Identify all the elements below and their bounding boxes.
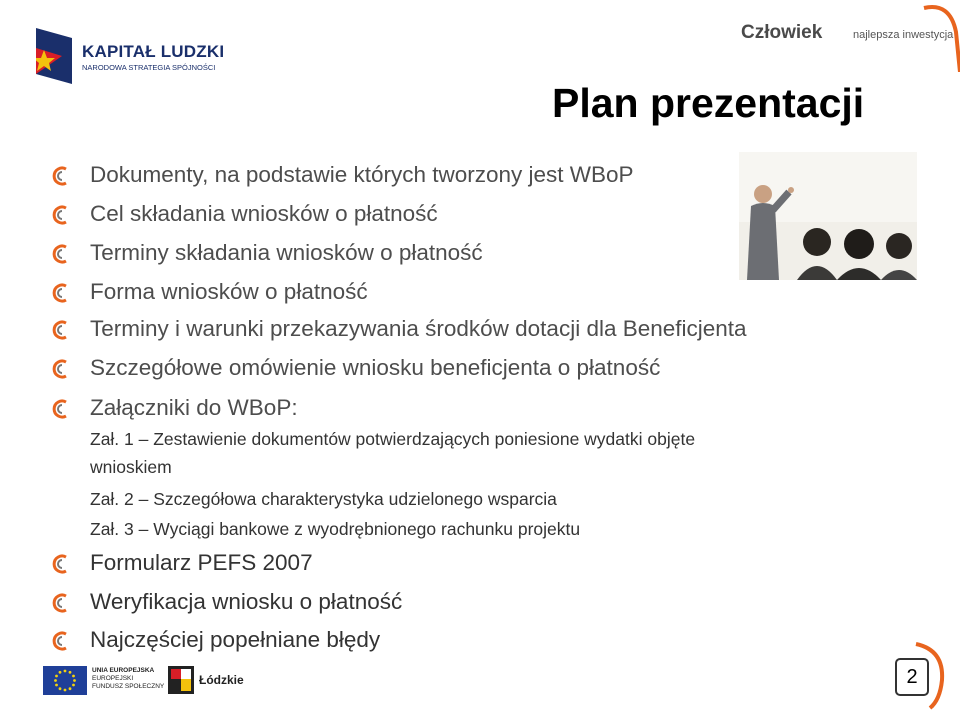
- list-item-label: Najczęściej popełniane błędy: [90, 627, 381, 652]
- crescent-bullet-icon: [52, 320, 72, 340]
- crescent-bullet-icon: [52, 244, 72, 264]
- list-item-label: Cel składania wniosków o płatność: [90, 201, 438, 226]
- list-item-label: Dokumenty, na podstawie których tworzony jest WBoP: [90, 162, 634, 187]
- attachment-item: Zał. 3 – Wyciągi bankowe z wyodrębnionego rachunku projektu: [90, 519, 581, 539]
- czlowiek-name: Człowiek: [741, 22, 823, 43]
- list-item-label: Weryfikacja wniosku o płatność: [90, 589, 403, 614]
- attachment-item: Zał. 2 – Szczegółowa charakterystyka udzielonego wsparcia: [90, 489, 557, 509]
- page-number: 2: [895, 658, 929, 696]
- list-item-label: Załączniki do WBoP:: [90, 395, 298, 420]
- crescent-bullet-icon: [52, 283, 72, 303]
- attachment-item-continuation: wnioskiem: [90, 457, 172, 477]
- crescent-bullet-icon: [52, 166, 72, 186]
- crescent-bullet-icon: [52, 205, 72, 225]
- kapital-ludzki-subtitle: NARODOWA STRATEGIA SPÓJNOŚCI: [82, 63, 216, 72]
- attachment-item: Zał. 1 – Zestawienie dokumentów potwierdzających poniesione wydatki objęte: [90, 429, 696, 449]
- eu-text: [92, 667, 164, 691]
- corner-arc-icon: [912, 640, 952, 710]
- eu-text-line: UNIA EUROPEJSKA: [92, 667, 155, 674]
- czlowiek-arc-icon: [920, 2, 960, 72]
- kapital-ludzki-flag-icon: [36, 28, 72, 84]
- lodzkie-logo-icon: [168, 666, 194, 694]
- czlowiek-logo: [741, 20, 960, 70]
- crescent-bullet-icon: [52, 554, 72, 574]
- eu-text-line: EUROPEJSKI: [92, 675, 134, 682]
- kapital-ludzki-logo: [36, 28, 226, 88]
- slide-title: Plan prezentacji: [552, 80, 865, 126]
- lodzkie-label: Łódzkie: [199, 673, 244, 687]
- list-item-label: Terminy składania wniosków o płatność: [90, 240, 483, 265]
- list-item-label: Forma wniosków o płatność: [90, 279, 368, 304]
- crescent-bullet-icon: [52, 399, 72, 419]
- list-item-label: Szczegółowe omówienie wniosku beneficjenta o płatność: [90, 355, 661, 380]
- crescent-bullet-icon: [52, 359, 72, 379]
- crescent-bullet-icon: [52, 631, 72, 651]
- list-item-label: Terminy i warunki przekazywania środków dotacji dla Beneficjenta: [90, 316, 747, 341]
- list-item-label: Formularz PEFS 2007: [90, 550, 313, 575]
- kapital-ludzki-title: KAPITAŁ LUDZKI: [82, 42, 225, 61]
- crescent-bullet-icon: [52, 593, 72, 613]
- czlowiek-tagline: najlepsza inwestycja: [853, 29, 954, 41]
- eu-flag-icon: [43, 666, 87, 695]
- eu-text-line: FUNDUSZ SPOŁECZNY: [92, 683, 165, 690]
- classroom-photo: [739, 152, 917, 280]
